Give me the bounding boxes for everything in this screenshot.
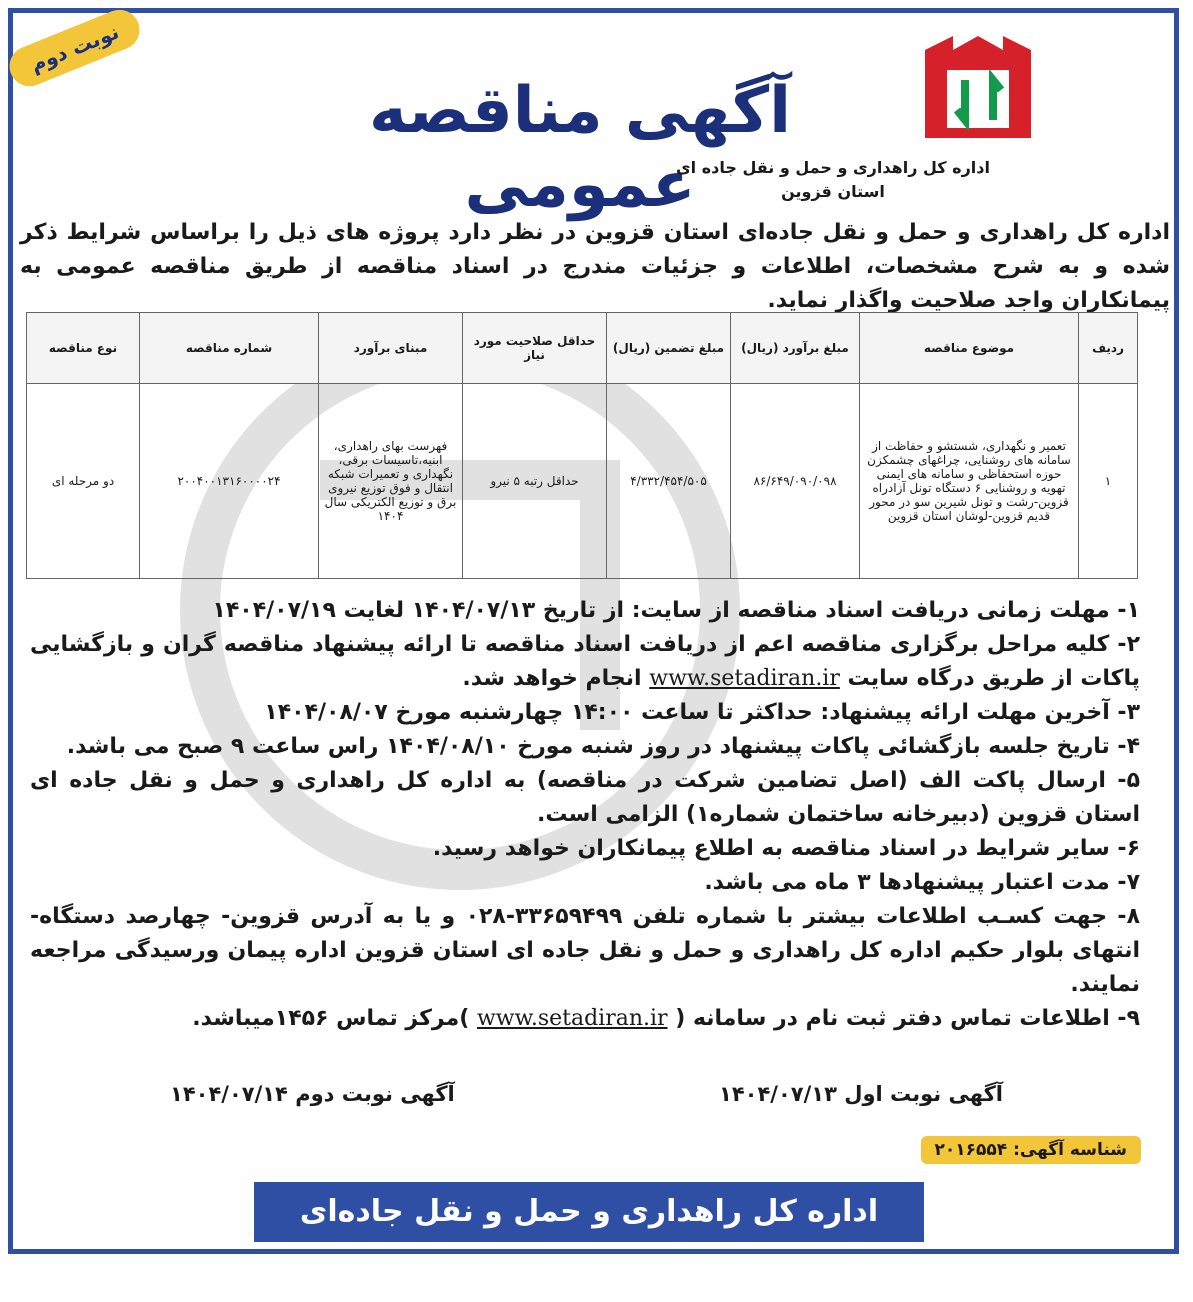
condition-6: ۶- سایر شرایط در اسناد مناقصه به اطلاع پیمانکاران خواهد رسید.	[432, 836, 1140, 861]
condition-9-text: ۹- اطلاعات تماس دفتر ثبت نام در سامانه (	[675, 1006, 1140, 1031]
col-header-estimate: مبلغ برآورد (ریال)	[731, 313, 860, 384]
tender-table	[26, 312, 1138, 579]
condition-2-end: انجام خواهد شد.	[462, 666, 642, 691]
condition-8: ۸- جهت کسـب اطلاعات بیشتر با شماره تلفن ۳۳۶۵۹۴۹۹-۰۲۸ و یا به آدرس قزوین- چهارصد دستگاه-انتهای بلوار حکیم اداره کل راهداری و حمل و نقل جاده ای استان قزوین اداره پیمان ورسیدگی مراجعه نمایند.	[30, 904, 1140, 997]
cell-estimate: ۸۶/۶۴۹/۰۹۰/۰۹۸	[731, 384, 860, 579]
col-header-guarantee: مبلغ تضمین (ریال)	[607, 313, 731, 384]
cell-row-number: ۱	[1079, 384, 1138, 579]
setadiran-link-2[interactable]: www.setadiran.ir	[476, 1006, 668, 1031]
cell-tender-type: دو مرحله ای	[27, 384, 140, 579]
intro-paragraph: اداره کل راهداری و حمل و نقل جاده‌ای استان قزوین در نظر دارد پروژه های ذیل را براساس شرایط ذکر شده و به شرح مشخصات، اطلاعات و جزئیات مندرج در اسناد مناقصه از طریق مناقصه عمومی به پیمانکاران واجد صلاحیت واگذار نماید.	[20, 220, 1170, 313]
cell-basis: فهرست بهای راهداری، ابنیه،تاسیسات برقی، نگهداری و تعمیرات شبکه انتقال و فوق توزیع نیروی برق و توزیع الکتریکی سال ۱۴۰۴	[319, 384, 463, 579]
page-title: آگهی مناقصه عمومی	[369, 74, 791, 222]
col-header-tender-type: نوع مناقصه	[27, 313, 140, 384]
organization-name	[653, 156, 1013, 204]
col-header-qualification: حداقل صلاحیت مورد نیاز	[463, 313, 607, 384]
footer-banner: اداره کل راهداری و حمل و نقل جاده‌ای استان قزوین	[254, 1182, 924, 1242]
table-row	[27, 384, 1138, 579]
table-header-row	[27, 313, 1138, 384]
setadiran-link[interactable]: www.setadiran.ir	[649, 666, 840, 691]
organization-line1: اداره کل راهداری و حمل و نقل جاده ای	[676, 158, 990, 177]
rmto-logo-icon	[913, 30, 1043, 150]
condition-4: ۴- تاریخ جلسه بازگشائی پاکات پیشنهاد در روز شنبه مورخ ۱۴۰۴/۰۸/۱۰ راس ساعت ۹ صبح می باشد.	[66, 734, 1140, 759]
ad-code-badge: شناسه آگهی: ۲۰۱۶۵۵۴	[921, 1136, 1141, 1164]
col-header-basis: مبنای برآورد	[319, 313, 463, 384]
cell-guarantee: ۴/۳۳۲/۴۵۴/۵۰۵	[607, 384, 731, 579]
condition-2	[30, 628, 1140, 696]
organization-line2: استان قزوین	[781, 182, 885, 201]
condition-2-text: ۲- کلیه مراحل برگزاری مناقصه اعم از دریافت اسناد مناقصه تا ارائه پیشنهاد مناقصه گران و بازگشایی پاکات از طریق درگاه سایت	[30, 632, 1140, 691]
first-notice-date: آگهی نوبت اول ۱۴۰۴/۰۷/۱۳	[719, 1082, 1003, 1106]
condition-1: ۱- مهلت زمانی دریافت اسناد مناقصه از سایت: از تاریخ ۱۴۰۴/۰۷/۱۳ لغایت ۱۴۰۴/۰۷/۱۹	[212, 598, 1140, 623]
condition-5: ۵- ارسال پاکت الف (اصل تضامین شرکت در مناقصه) به اداره کل راهداری و حمل و نقل جاده ای استان قزوین (دبیرخانه ساختمان شماره۱) الزامی است.	[30, 768, 1140, 827]
conditions-list	[30, 594, 1140, 1036]
condition-9	[30, 1002, 1140, 1036]
col-header-row-number: ردیف	[1079, 313, 1138, 384]
cell-tender-number: ۲۰۰۴۰۰۱۳۱۶۰۰۰۰۲۴	[140, 384, 319, 579]
second-notice-date: آگهی نوبت دوم ۱۴۰۴/۰۷/۱۴	[170, 1082, 455, 1106]
col-header-tender-number: شماره مناقصه	[140, 313, 319, 384]
second-notice-badge: نوبت دوم	[3, 4, 145, 92]
col-header-subject: موضوع مناقصه	[860, 313, 1079, 384]
condition-3: ۳- آخرین مهلت ارائه پیشنهاد: حداکثر تا ساعت ۱۴:۰۰ چهارشنبه مورخ ۱۴۰۴/۰۸/۰۷	[264, 700, 1140, 725]
condition-9-end: )مرکز تماس ۱۴۵۶میباشد.	[192, 1006, 470, 1031]
cell-qualification: حداقل رتبه ۵ نیرو	[463, 384, 607, 579]
condition-7: ۷- مدت اعتبار پیشنهادها ۳ ماه می باشد.	[704, 870, 1140, 895]
cell-subject: تعمیر و نگهداری، شستشو و حفاظت از سامانه های روشنایی، چراغهای چشمکزن حوزه استحفاظی و سامانه های ایمنی تهویه و روشنایی ۶ دستگاه تونل آزادراه قزوین-رشت و تونل شیرین سو در محور قدیم قزوین-لوشان استان قزوین	[860, 384, 1079, 579]
